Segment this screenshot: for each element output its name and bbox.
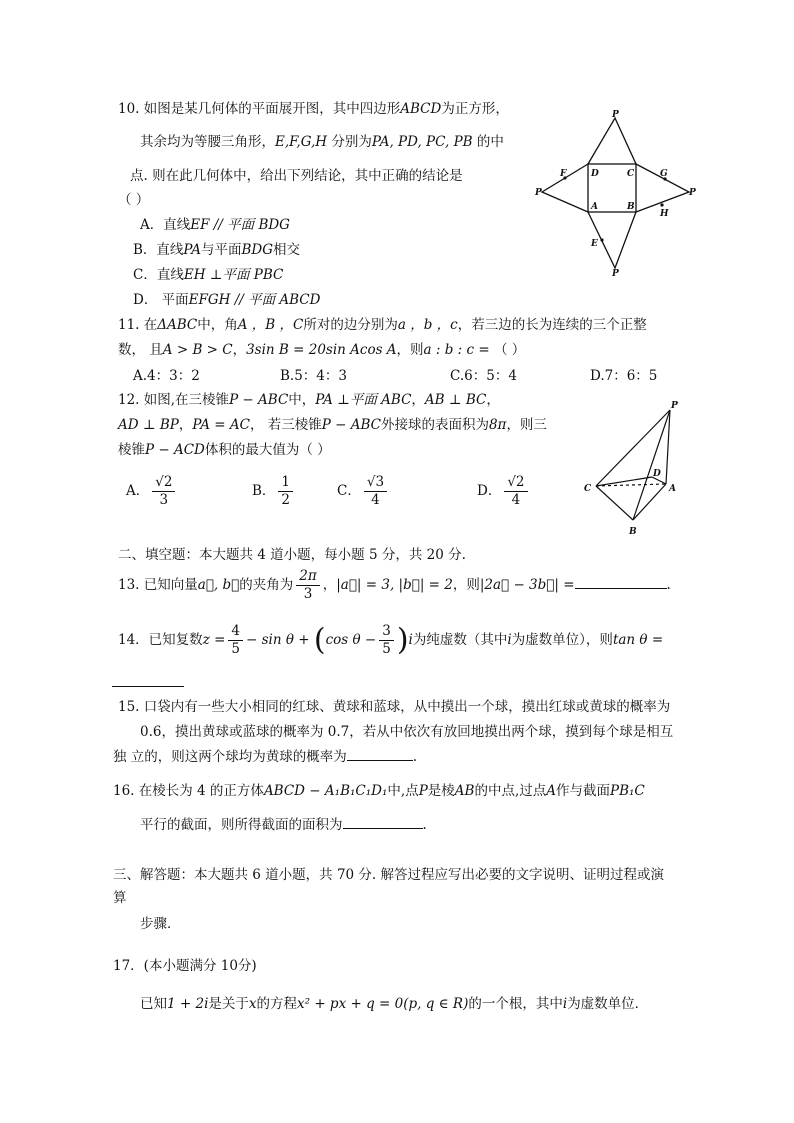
fig10-label-g: G — [660, 169, 668, 179]
q11-line1: 11. 在ΔABC中，角A ，B ，C所对的边分别为a ，b ，c，若三边的长为连续的三个正整 — [118, 317, 647, 333]
fig10-label-p-top: P — [612, 110, 619, 120]
q12-line3: 棱锥P − ACD体积的最大值为（ ） — [118, 442, 331, 458]
q15-line3: 独 立的，则这两个球均为黄球的概率为 . — [113, 749, 418, 765]
fig12-label-d: D — [653, 469, 661, 479]
fig12-label-b: B — [629, 527, 637, 537]
q14-line: 14．已知复数z = $\frac{4}{5}$ − sin θ + (cos θ − $\frac{3}{5}$ )i为纯虚数（其中i为虚数单位），则tan θ = — [118, 622, 664, 658]
q16-answer-blank[interactable] — [343, 828, 423, 829]
section3-heading-line1: 三、解答题：本大题共 6 道小题，共 70 分. 解答过程应写出必要的文字说明、证明过程或演 — [113, 867, 665, 883]
section3-heading-line2: 算 — [113, 890, 127, 906]
q12-line1: 12. 如图,在三棱锥P − ABC中，PA ⊥平面 ABC，AB ⊥ BC， — [118, 392, 500, 408]
q16-line2: 平行的截面，则所得截面的面积为 . — [140, 817, 427, 833]
fig10-label-h: H — [660, 209, 669, 219]
fig10-label-a: A — [591, 202, 598, 212]
q12-pyramid-figure — [582, 398, 692, 540]
q10-line1: 10. 如图是某几何体的平面展开图，其中四边形ABCD为正方形， — [118, 101, 509, 117]
q12-option-a: A． $\frac{√2}{3}$ — [126, 474, 178, 509]
q15-line1: 15. 口袋内有一些大小相同的红球、黄球和蓝球，从中摸出一个球，摸出红球或黄球的概率为 — [118, 699, 671, 715]
q12-option-c: C． $\frac{√3}{4}$ — [337, 474, 390, 509]
q12-option-d: D． $\frac{√2}{4}$ — [477, 474, 531, 509]
fig10-label-p-bottom: P — [612, 269, 619, 278]
q11-option-d: D.7：6：5 — [590, 368, 658, 384]
q10-line3: 点. 则在此几何体中，给出下列结论，其中正确的结论是 — [130, 168, 463, 184]
fig10-label-c: C — [627, 169, 635, 179]
q15-answer-blank[interactable] — [347, 760, 413, 761]
fig10-label-e: E — [591, 239, 598, 249]
fig10-label-f: F — [560, 169, 567, 179]
q10-option-c: C．直线EH ⊥平面 PBC — [133, 267, 284, 283]
fig10-label-d: D — [591, 169, 599, 179]
q14-answer-blank[interactable] — [112, 686, 184, 687]
q16-line1: 16. 在棱长为 4 的正方体ABCD − A₁B₁C₁D₁中,点P是棱AB的中点,过点A作与截面PB₁C — [113, 783, 645, 799]
q13-answer-blank[interactable] — [575, 588, 667, 589]
q11-line2: 数， 且A > B > C，3sin B = 20sin Acos A，则a : b : c = （ ） — [118, 342, 526, 358]
fig10-label-p-right: P — [689, 188, 696, 198]
q15-line2: 0.6，摸出黄球或蓝球的概率为 0.7，若从中依次有放回地摸出两个球，摸到每个球是相互 — [140, 724, 674, 740]
q11-option-b: B.5：4：3 — [280, 368, 347, 384]
section2-heading: 二、填空题：本大题共 4 道小题，每小题 5 分，共 20 分. — [118, 547, 466, 563]
q11-option-c: C.6：5：4 — [450, 368, 517, 384]
q12-option-b: B． $\frac{1}{2}$ — [252, 474, 296, 509]
q10-option-b: B．直线PA与平面BDG相交 — [133, 242, 301, 258]
q17-title: 17．(本小题满分 10分) — [113, 958, 257, 974]
fig10-label-b: B — [627, 202, 635, 212]
fig12-label-p: P — [671, 401, 678, 411]
q10-line2: 其余均为等腰三角形，E,F,G,H 分别为PA, PD, PC, PB 的中 — [140, 134, 504, 150]
q10-option-d: D． 平面EFGH // 平面 ABCD — [133, 292, 321, 308]
fig12-label-c: C — [584, 484, 592, 494]
q12-line2: AD ⊥ BP，PA = AC， 若三棱锥P − ABC外接球的表面积为8π，则三 — [118, 417, 547, 433]
q10-answer-paren: （ ） — [118, 192, 150, 208]
section3-heading-line3: 步骤． — [140, 916, 181, 932]
fig12-label-a: A — [669, 484, 676, 494]
q10-option-a: A．直线EF // 平面 BDG — [140, 217, 290, 233]
q11-option-a: A.4：3：2 — [133, 368, 200, 384]
q10-net-figure — [532, 108, 702, 278]
q13-line: 13. 已知向量a⃗, b⃗的夹角为 $\frac{2\pi}{3}$ ，|a⃗| = 3, |b⃗| = 2，则|2a⃗ − 3b⃗| = . — [118, 568, 671, 602]
q17-statement: 已知1 + 2i是关于x的方程x² + px + q = 0(p, q ∈ R)的一个根，其中i为虚数单位． — [140, 996, 649, 1012]
fig10-label-p-left: P — [535, 188, 542, 198]
